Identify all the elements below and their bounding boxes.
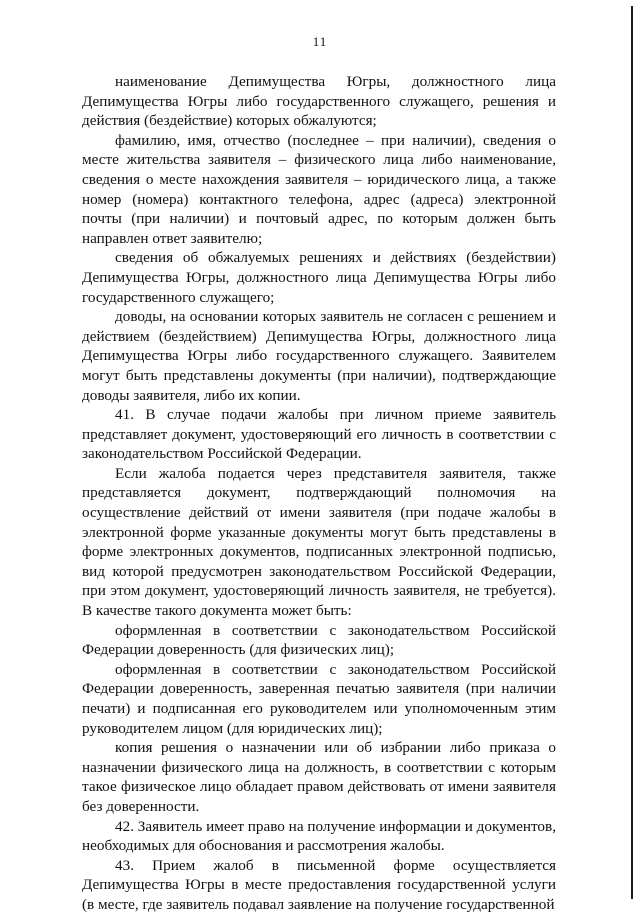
scan-edge-line [631,6,633,899]
paragraph-applicant-details: фамилию, имя, отчество (последнее – при наличии), сведения о месте жительства заявителя – физического лица либо наименование, сведения о месте нахождения заявителя – юридического лица, а также номер (номера) контактного телефона, адрес (адреса) электронной почты (при наличии) и почтовый адрес, по которым должен быть направлен ответ заявителю; [82,131,556,247]
document-body [82,72,556,915]
paragraph-representative: Если жалоба подается через представителя заявителя, также представляется документ, подтверждающий полномочия на осуществление действий от имени заявителя (при подаче жалобы в электронной форме указанные документы могут быть представлены в форме электронных документов, подписанных электронной подписью, вид которой предусмотрен законодательством Российской Федерации, при этом документ, удостоверяющий личность заявителя, не требуется). В качестве такого документа может быть: [82,464,556,620]
paragraph-appealed-decisions: сведения об обжалуемых решениях и действиях (бездействии) Депимущества Югры, должностного лица Депимущества Югры либо государственного служащего; [82,249,556,306]
page-number: 11 [312,34,328,49]
paragraph-appointment-order-copy: копия решения о назначении или об избрании либо приказа о назначении физического лица на должность, в соответствии с которым такое физическое лицо обладает правом действовать от имени заявителя без доверенности. [82,739,556,815]
paragraph-individual-power-of-attorney: оформленная в соответствии с законодательством Российской Федерации доверенность (для физических лиц); [82,621,556,659]
paragraph-clause-41: 41. В случае подачи жалобы при личном приеме заявитель представляет документ, удостоверяющий его личность в соответствии с законодательством Российской Федерации. [82,406,556,463]
paragraph-arguments: доводы, на основании которых заявитель не согласен с решением и действием (бездействием) Депимущества Югры, должностного лица Депимущества Югры либо государственного служащего. Заявителем могут быть представлены документы (при наличии), подтверждающие доводы заявителя, либо их копии. [82,308,556,404]
paragraph-legal-entity-power-of-attorney: оформленная в соответствии с законодательством Российской Федерации доверенность, заверенная печатью заявителя (при наличии печати) и подписанная его руководителем или уполномоченным этим руководителем лицом (для юридических лиц); [82,660,556,737]
paragraph-clause-42: 42. Заявитель имеет право на получение информации и документов, необходимых для обоснования и рассмотрения жалобы. [82,817,556,855]
paragraph-clause-43: 43. Прием жалоб в письменной форме осуществляется Депимущества Югры в месте предоставления государственной услуги (в месте, где заявитель подавал заявление на получение государственной [82,856,556,913]
paragraph-complaint-subject: наименование Депимущества Югры, должностного лица Депимущества Югры либо государственного служащего, решения и действия (бездействие) которых обжалуются; [82,73,556,130]
